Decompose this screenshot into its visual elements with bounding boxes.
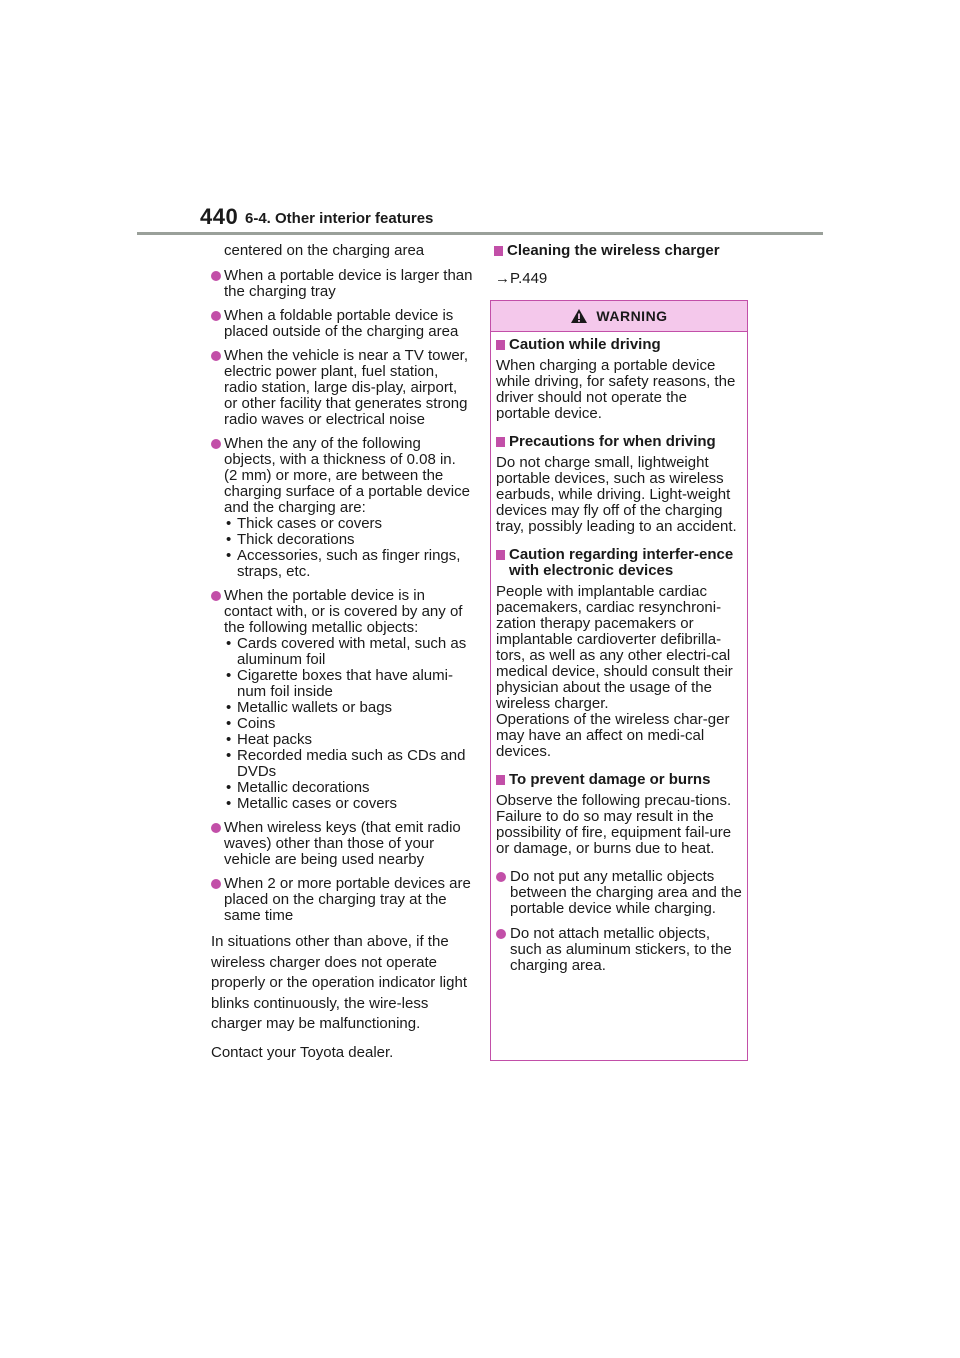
list-item-content: [224, 588, 473, 812]
bullet-icon: [496, 929, 506, 939]
square-bullet-icon: [496, 437, 505, 447]
bullet-icon: [211, 271, 221, 281]
square-bullet-icon: [494, 246, 503, 256]
warning-body: [491, 332, 747, 974]
bullet-icon: [211, 591, 221, 601]
page-reference-link[interactable]: →P.449: [495, 270, 548, 287]
warning-box: [490, 300, 748, 1061]
list-item-text: When a foldable portable device is placed outside of the charging area: [224, 307, 459, 340]
list-item-content: [224, 436, 473, 580]
warning-section: [496, 337, 742, 422]
sub-item: • Metallic cases or covers: [224, 796, 473, 812]
warning-section: [496, 547, 742, 760]
right-column: [494, 243, 750, 287]
warning-triangle-icon: [570, 308, 588, 324]
sub-item: • Heat packs: [224, 732, 473, 748]
warning-section-body: People with implantable cardiac pacemakers, cardiac resynchroni-zation therapy pacemakers or implantable cardioverter defibrilla-tors, as well as any other electri-cal medical device, should consult their physician about the usage of the wireless charger.: [496, 583, 733, 712]
sub-item: • Accessories, such as finger rings, straps, etc.: [224, 548, 473, 580]
list-item: [211, 348, 473, 428]
bullet-icon: [211, 439, 221, 449]
list-item: [211, 820, 473, 868]
warning-bullet: [496, 869, 742, 917]
warning-section: [496, 434, 742, 535]
warning-section-heading: [496, 772, 742, 788]
sub-item: • Metallic decorations: [224, 780, 473, 796]
list-item-text: When a portable device is larger than the charging tray: [224, 267, 473, 300]
page-number: 440: [200, 204, 239, 229]
square-bullet-icon: [496, 775, 505, 785]
warning-section-body: When charging a portable device while driving, for safety reasons, the driver should not operate the portable device.: [496, 357, 736, 422]
bullet-icon: [211, 823, 221, 833]
warning-header: [491, 301, 747, 332]
list-item: [211, 876, 473, 924]
body-paragraph: Contact your Toyota dealer.: [211, 1043, 394, 1061]
list-item: [211, 436, 473, 580]
list-item: [211, 308, 473, 340]
body-paragraph: In situations other than above, if the wireless charger does not operate properly or the operation indicator light blinks continuously, the wire-less charger may be malfunctioning.: [211, 933, 467, 1032]
bullet-icon: [211, 351, 221, 361]
list-item-text: When the vehicle is near a TV tower, electric power plant, fuel station, radio station, large dis-play, airport, or other facility that generates strong radio waves or electrical noise: [224, 347, 469, 428]
sub-item: • Cards covered with metal, such as aluminum foil: [224, 636, 473, 668]
heading-text: To prevent damage or burns: [509, 771, 711, 788]
header-rule: [137, 232, 823, 235]
section-heading: [494, 243, 750, 259]
square-bullet-icon: [496, 340, 505, 350]
left-column: [211, 243, 473, 1063]
continuation-text: centered on the charging area: [224, 242, 425, 259]
sub-item: • Metallic wallets or bags: [224, 700, 473, 716]
heading-text: Precautions for when driving: [509, 433, 716, 450]
square-bullet-icon: [496, 550, 505, 560]
warning-section-body: Observe the following precau-tions.: [496, 792, 732, 809]
sub-item: • Thick decorations: [224, 532, 473, 548]
section-heading-text: Cleaning the wireless charger: [507, 242, 720, 259]
warning-title: WARNING: [596, 308, 668, 324]
bullet-icon: [496, 872, 506, 882]
warning-bullet-text: Do not put any metallic objects between the charging area and the portable device while charging.: [510, 868, 742, 917]
sub-item: • Thick cases or covers: [224, 516, 473, 532]
list-item-text: When the any of the following objects, with a thickness of 0.08 in. (2 mm) or more, are between the charging surface of a portable device and the charging are:: [224, 435, 470, 516]
warning-section: [496, 772, 742, 857]
section-title: 6-4. Other interior features: [245, 210, 434, 227]
warning-section-body: Operations of the wireless char-ger may have an affect on medi-cal devices.: [496, 711, 730, 760]
bullet-icon: [211, 311, 221, 321]
warning-bullet: [496, 926, 742, 974]
sub-item: • Coins: [224, 716, 473, 732]
list-item-text: When the portable device is in contact with, or is covered by any of the following metallic objects:: [224, 587, 463, 636]
heading-text: Caution regarding interfer-ence with electronic devices: [509, 546, 734, 579]
sub-item: • Recorded media such as CDs and DVDs: [224, 748, 473, 780]
warning-section-heading: [496, 337, 742, 353]
list-item-text: When wireless keys (that emit radio waves) other than those of your vehicle are being used nearby: [224, 819, 461, 868]
warning-section-body: Do not charge small, lightweight portable devices, such as wireless earbuds, while driving. Light-weight devices may fly off of the charging tray, possibly leading to an accident.: [496, 454, 737, 535]
sub-item: • Cigarette boxes that have alumi-num foil inside: [224, 668, 473, 700]
heading-text: Caution while driving: [509, 336, 661, 353]
warning-section-body: Failure to do so may result in the possibility of fire, equipment fail-ure or damage, or burns due to heat.: [496, 808, 732, 857]
list-item: [211, 588, 473, 812]
bullet-icon: [211, 879, 221, 889]
warning-section-heading: [496, 434, 742, 450]
warning-section-heading: [496, 547, 742, 579]
list-item: [211, 268, 473, 300]
list-item-text: When 2 or more portable devices are placed on the charging tray at the same time: [224, 875, 471, 924]
warning-bullet-text: Do not attach metallic objects, such as aluminum stickers, to the charging area.: [510, 925, 732, 974]
